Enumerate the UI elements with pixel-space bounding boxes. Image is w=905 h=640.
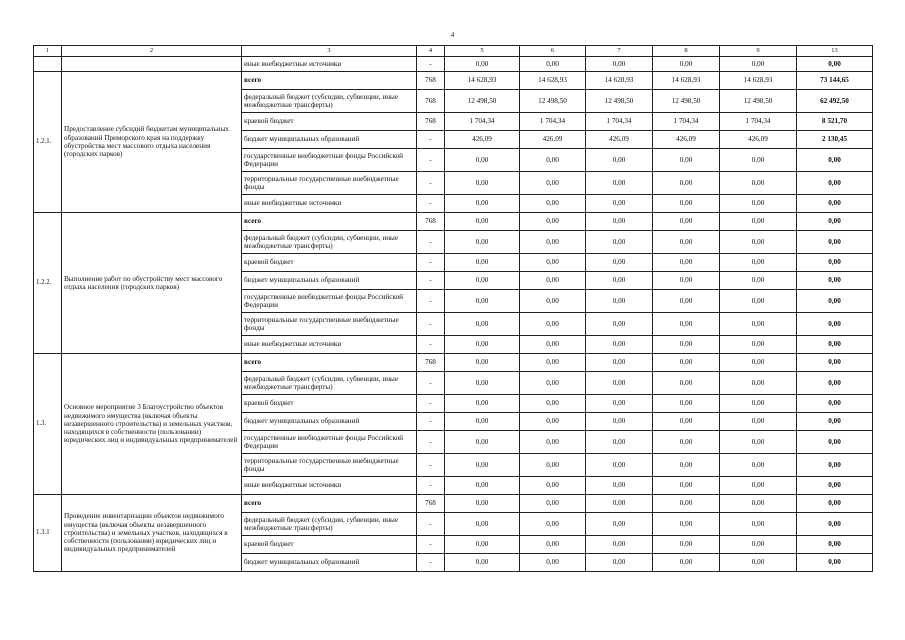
grbs-code: 768 [417,495,445,513]
year-value: 0,00 [586,413,653,431]
funding-source: территориальные государственные внебюджетные фонды [242,454,417,477]
total-value: 0,00 [797,336,873,354]
year-value: 0,00 [586,254,653,272]
year-value: 0,00 [445,554,520,572]
budget-table [33,45,873,572]
year-value: 12 498,50 [445,90,520,113]
year-value: 0,00 [653,354,720,372]
total-value: 0,00 [797,57,873,72]
column-number: 3 [242,46,417,57]
total-value: 0,00 [797,513,873,536]
grbs-code: - [417,477,445,495]
year-value: 1 704,34 [445,113,520,131]
funding-source: территориальные государственные внебюджетные фонды [242,172,417,195]
year-value: 0,00 [586,454,653,477]
year-value: 426,09 [586,131,653,149]
total-value: 0,00 [797,495,873,513]
year-value: 0,00 [653,536,720,554]
page-number: 4 [450,31,455,39]
grbs-code: - [417,290,445,313]
measure-name: Проведение инвентаризации объектов недвижимого имущества (включая объекты незавершенного строительства) и земельных участков, находящихся в собственности (пользовании) юридических лиц и индивидуальных предпринимателей [62,495,242,572]
grbs-code: - [417,231,445,254]
year-value: 0,00 [445,149,520,172]
column-number: 8 [653,46,720,57]
year-value: 0,00 [520,413,586,431]
grbs-code: - [417,554,445,572]
year-value: 0,00 [720,513,797,536]
year-value: 0,00 [653,513,720,536]
year-value: 0,00 [720,477,797,495]
column-number: 7 [586,46,653,57]
funding-source: краевой бюджет [242,113,417,131]
year-value: 0,00 [520,354,586,372]
funding-source: всего [242,495,417,513]
year-value: 0,00 [720,395,797,413]
year-value: 0,00 [520,477,586,495]
year-value: 0,00 [720,213,797,231]
year-value: 0,00 [720,272,797,290]
grbs-code: - [417,336,445,354]
year-value: 0,00 [445,354,520,372]
year-value: 0,00 [653,272,720,290]
measure-code: 1.3.1 [34,495,62,572]
year-value: 0,00 [586,272,653,290]
total-value: 0,00 [797,536,873,554]
total-value: 0,00 [797,272,873,290]
total-value: 0,00 [797,431,873,454]
year-value: 0,00 [586,495,653,513]
total-value: 2 130,45 [797,131,873,149]
year-value: 0,00 [586,554,653,572]
year-value: 426,09 [653,131,720,149]
grbs-code: - [417,254,445,272]
column-number: 13 [797,46,873,57]
column-number: 1 [34,46,62,57]
year-value: 0,00 [653,290,720,313]
funding-source: краевой бюджет [242,254,417,272]
year-value: 0,00 [520,336,586,354]
year-value: 1 704,34 [720,113,797,131]
year-value: 0,00 [445,513,520,536]
year-value: 0,00 [586,231,653,254]
total-value: 0,00 [797,231,873,254]
year-value: 0,00 [653,313,720,336]
measure-name: Выполнение работ по обустройству мест массового отдыха населения (городских парков) [62,213,242,354]
year-value: 0,00 [586,213,653,231]
year-value: 0,00 [720,254,797,272]
year-value: 14 628,93 [586,72,653,90]
year-value: 14 628,93 [653,72,720,90]
year-value: 0,00 [586,149,653,172]
table-row [34,213,873,231]
year-value: 0,00 [586,536,653,554]
total-value: 0,00 [797,454,873,477]
year-value: 0,00 [520,372,586,395]
year-value: 0,00 [445,372,520,395]
year-value: 0,00 [586,195,653,213]
measure-name: Предоставление субсидий бюджетам муниципальных образований Приморского края на поддержку обустройства мест массового отдыха населения (городских парков) [62,72,242,213]
total-value: 0,00 [797,195,873,213]
year-value: 0,00 [720,554,797,572]
grbs-code: - [417,172,445,195]
year-value: 0,00 [653,195,720,213]
total-value: 8 521,70 [797,113,873,131]
year-value: 0,00 [445,272,520,290]
grbs-code: 768 [417,90,445,113]
year-value: 14 628,93 [720,72,797,90]
total-value: 0,00 [797,395,873,413]
funding-source: федеральный бюджет (субсидии, субвенции, иные межбюджетные трансферты) [242,90,417,113]
year-value: 0,00 [520,272,586,290]
funding-source: государственные внебюджетные фонды Российской Федерации [242,149,417,172]
year-value: 0,00 [586,477,653,495]
year-value: 0,00 [445,395,520,413]
year-value: 0,00 [520,172,586,195]
column-number: 4 [417,46,445,57]
blank-cell [62,57,242,72]
year-value: 0,00 [520,149,586,172]
funding-source: иные внебюджетные источники [242,477,417,495]
year-value: 0,00 [653,172,720,195]
grbs-code: - [417,536,445,554]
total-value: 0,00 [797,477,873,495]
funding-source: бюджет муниципальных образований [242,272,417,290]
measure-code: 1.3. [34,354,62,495]
funding-source: бюджет муниципальных образований [242,554,417,572]
column-number: 6 [520,46,586,57]
year-value: 0,00 [586,395,653,413]
year-value: 0,00 [653,57,720,72]
year-value: 0,00 [653,554,720,572]
year-value: 0,00 [720,431,797,454]
year-value: 0,00 [445,57,520,72]
funding-source: краевой бюджет [242,395,417,413]
year-value: 0,00 [520,213,586,231]
funding-source: государственные внебюджетные фонды Российской Федерации [242,290,417,313]
year-value: 0,00 [586,57,653,72]
year-value: 0,00 [653,395,720,413]
year-value: 0,00 [720,413,797,431]
column-number: 9 [720,46,797,57]
year-value: 0,00 [445,454,520,477]
grbs-code: 768 [417,72,445,90]
year-value: 0,00 [445,290,520,313]
year-value: 12 498,50 [520,90,586,113]
year-value: 0,00 [720,195,797,213]
year-value: 0,00 [720,149,797,172]
year-value: 0,00 [520,195,586,213]
year-value: 0,00 [520,254,586,272]
year-value: 0,00 [586,513,653,536]
year-value: 0,00 [520,495,586,513]
total-value: 0,00 [797,254,873,272]
year-value: 0,00 [720,495,797,513]
column-number-row [34,46,873,57]
year-value: 1 704,34 [653,113,720,131]
funding-source: всего [242,72,417,90]
funding-source: федеральный бюджет (субсидии, субвенции, иные межбюджетные трансферты) [242,513,417,536]
year-value: 0,00 [445,313,520,336]
year-value: 0,00 [520,536,586,554]
funding-source: краевой бюджет [242,536,417,554]
measure-code: 1.2.1. [34,72,62,213]
total-value: 0,00 [797,372,873,395]
year-value: 0,00 [720,290,797,313]
year-value: 0,00 [653,413,720,431]
year-value: 0,00 [653,336,720,354]
funding-source: государственные внебюджетные фонды Российской Федерации [242,431,417,454]
grbs-code: - [417,57,445,72]
year-value: 0,00 [520,313,586,336]
year-value: 12 498,50 [653,90,720,113]
grbs-code: - [417,513,445,536]
table-row [34,354,873,372]
grbs-code: - [417,372,445,395]
year-value: 1 704,34 [520,113,586,131]
year-value: 426,09 [445,131,520,149]
total-value: 0,00 [797,354,873,372]
year-value: 0,00 [520,290,586,313]
total-value: 0,00 [797,172,873,195]
funding-source: иные внебюджетные источники [242,57,417,72]
total-value: 0,00 [797,554,873,572]
year-value: 0,00 [445,477,520,495]
funding-source: бюджет муниципальных образований [242,413,417,431]
year-value: 0,00 [586,372,653,395]
funding-source: бюджет муниципальных образований [242,131,417,149]
year-value: 0,00 [520,395,586,413]
year-value: 0,00 [653,495,720,513]
grbs-code: - [417,313,445,336]
grbs-code: 768 [417,213,445,231]
funding-source: иные внебюджетные источники [242,195,417,213]
year-value: 0,00 [445,254,520,272]
year-value: 0,00 [720,336,797,354]
funding-source: федеральный бюджет (субсидии, субвенции, иные межбюджетные трансферты) [242,231,417,254]
year-value: 426,09 [720,131,797,149]
measure-name: Основное мероприятие 3 Благоустройство объектов недвижимого имущества (включая объекты незавершенного строительства) и земельных участков, находящихся в собственности (пользовании) юридических лиц и индивидуальных предпринимателей [62,354,242,495]
year-value: 0,00 [445,195,520,213]
year-value: 0,00 [653,477,720,495]
year-value: 0,00 [653,213,720,231]
year-value: 426,09 [520,131,586,149]
grbs-code: 768 [417,113,445,131]
year-value: 0,00 [445,213,520,231]
year-value: 0,00 [445,495,520,513]
year-value: 12 498,50 [586,90,653,113]
year-value: 0,00 [653,431,720,454]
table-row [34,495,873,513]
total-value: 62 492,50 [797,90,873,113]
year-value: 12 498,50 [720,90,797,113]
table-row [34,72,873,90]
year-value: 0,00 [586,336,653,354]
year-value: 0,00 [586,313,653,336]
grbs-code: - [417,413,445,431]
year-value: 0,00 [445,413,520,431]
year-value: 0,00 [586,172,653,195]
total-value: 0,00 [797,413,873,431]
year-value: 0,00 [720,231,797,254]
total-value: 0,00 [797,313,873,336]
grbs-code: 768 [417,354,445,372]
grbs-code: - [417,131,445,149]
funding-source: территориальные государственные внебюджетные фонды [242,313,417,336]
funding-source: иные внебюджетные источники [242,336,417,354]
total-value: 0,00 [797,149,873,172]
year-value: 14 628,93 [520,72,586,90]
funding-source: федеральный бюджет (субсидии, субвенции, иные межбюджетные трансферты) [242,372,417,395]
year-value: 0,00 [445,336,520,354]
column-number: 5 [445,46,520,57]
grbs-code: - [417,195,445,213]
funding-source: всего [242,213,417,231]
year-value: 0,00 [720,313,797,336]
funding-source: всего [242,354,417,372]
year-value: 0,00 [720,454,797,477]
year-value: 0,00 [520,554,586,572]
year-value: 0,00 [653,254,720,272]
year-value: 0,00 [586,431,653,454]
year-value: 0,00 [653,149,720,172]
year-value: 0,00 [586,290,653,313]
year-value: 1 704,34 [586,113,653,131]
year-value: 0,00 [720,57,797,72]
year-value: 0,00 [445,231,520,254]
total-value: 73 144,65 [797,72,873,90]
year-value: 0,00 [520,231,586,254]
total-value: 0,00 [797,213,873,231]
year-value: 0,00 [720,536,797,554]
year-value: 0,00 [520,513,586,536]
year-value: 0,00 [520,454,586,477]
grbs-code: - [417,395,445,413]
total-value: 0,00 [797,290,873,313]
grbs-code: - [417,431,445,454]
year-value: 0,00 [520,431,586,454]
column-number: 2 [62,46,242,57]
year-value: 0,00 [653,454,720,477]
year-value: 0,00 [586,354,653,372]
year-value: 0,00 [720,372,797,395]
year-value: 0,00 [720,172,797,195]
year-value: 0,00 [520,57,586,72]
grbs-code: - [417,149,445,172]
measure-code: 1.2.2. [34,213,62,354]
year-value: 14 628,93 [445,72,520,90]
year-value: 0,00 [653,231,720,254]
grbs-code: - [417,454,445,477]
grbs-code: - [417,272,445,290]
year-value: 0,00 [720,354,797,372]
continuation-row [34,57,873,72]
year-value: 0,00 [445,536,520,554]
year-value: 0,00 [653,372,720,395]
year-value: 0,00 [445,431,520,454]
year-value: 0,00 [445,172,520,195]
blank-cell [34,57,62,72]
